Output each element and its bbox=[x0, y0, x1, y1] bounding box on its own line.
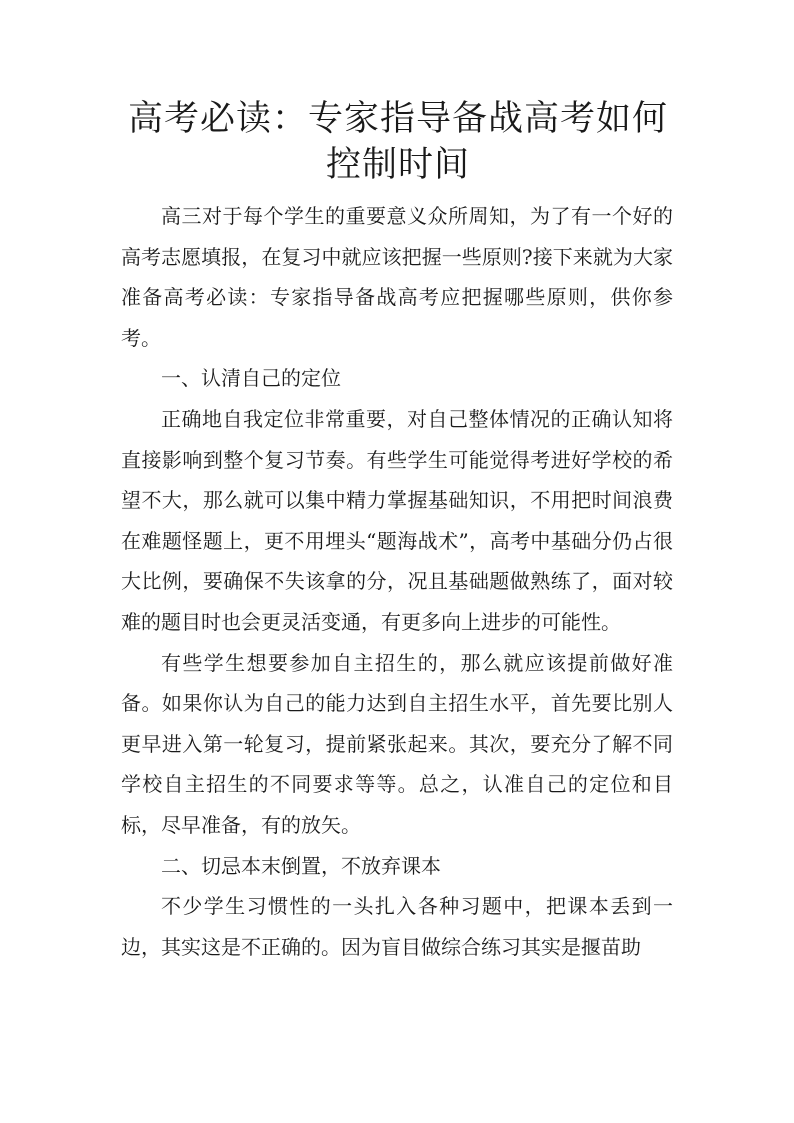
section-heading-1: 一、认清自己的定位 bbox=[161, 366, 341, 391]
body-paragraph: 有些学生想要参加自主招生的，那么就应该提前做好准备。如果你认为自己的能力达到自主招生水平，首先要比别人更早进入第一轮复习，提前紧张起来。其次，要充分了解不同学校自主招生的不同要求等等。总之，认准自己的定位和目标，尽早准备，有的放矢。 bbox=[121, 650, 673, 837]
document-body bbox=[121, 196, 673, 967]
section-heading-2: 二、切忌本末倒置，不放弃课本 bbox=[161, 853, 441, 878]
body-paragraph: 正确地自我定位非常重要，对自己整体情况的正确认知将直接影响到整个复习节奏。有些学生可能觉得考进好学校的希望不大，那么就可以集中精力掌握基础知识，不用把时间浪费在难题怪题上，更不用埋头“题海战术”，高考中基础分仍占很大比例，要确保不失该拿的分，况且基础题做熟练了，面对较难的题目时也会更灵活变通，有更多向上进步的可能性。 bbox=[121, 406, 673, 634]
intro-paragraph: 高三对于每个学生的重要意义众所周知，为了有一个好的高考志愿填报，在复习中就应该把握一些原则?接下来就为大家准备高考必读：专家指导备战高考应把握哪些原则，供你参考。 bbox=[121, 204, 673, 350]
document-title: 高考必读：专家指导备战高考如何控制时间 bbox=[127, 99, 668, 185]
body-paragraph: 不少学生习惯性的一头扎入各种习题中，把课本丢到一边，其实这是不正确的。因为盲目做综合练习其实是揠苗助 bbox=[121, 894, 673, 959]
